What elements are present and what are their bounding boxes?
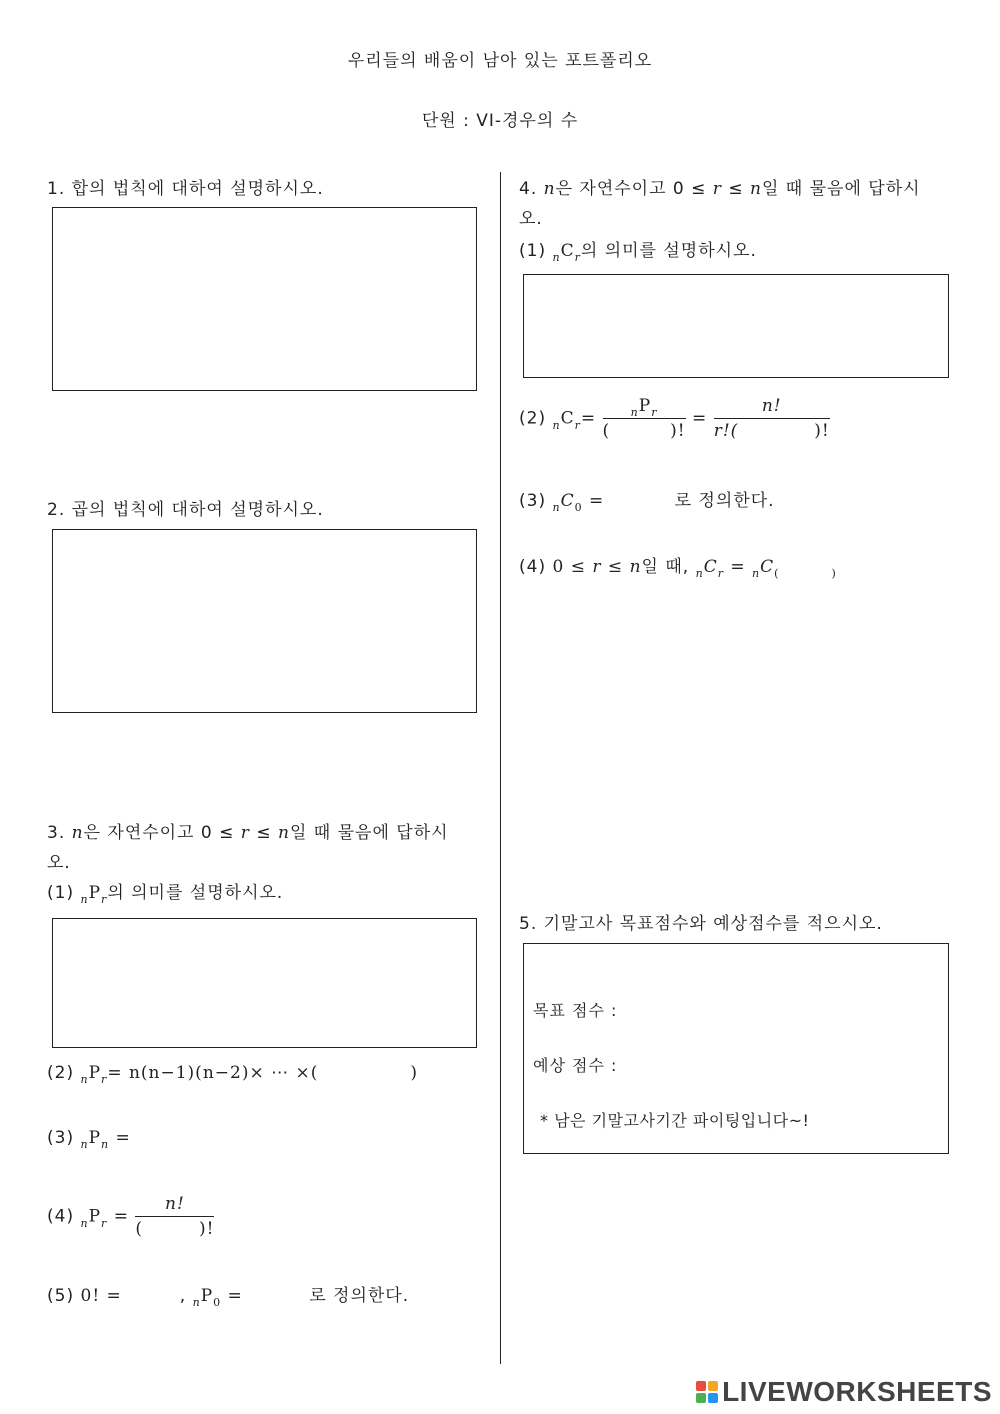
question-1: 1. 합의 법칙에 대하여 설명하시오.: [47, 179, 324, 199]
question-3-part-5: (5) 0! = , $_nP_0$ = 로 정의한다.: [47, 1286, 410, 1309]
question-3-intro: 3. n은 자연수이고 0 ≤ r ≤ n일 때 물음에 답하시: [47, 823, 449, 843]
page-title: 우리들의 배움이 남아 있는 포트폴리오: [347, 51, 653, 71]
fraction-4-2b: $\frac{n!}{r!( )!}$: [713, 396, 830, 441]
question-3-intro-line2: 오.: [47, 853, 71, 873]
expected-score-label[interactable]: 예상 점수 :: [533, 1056, 618, 1075]
question-4-intro-line2: 오.: [519, 209, 543, 229]
answer-box-3-1[interactable]: [52, 918, 477, 1048]
question-4-part-3: (3) $_nC_0$ = 로 정의한다.: [519, 491, 775, 514]
fraction-3-4: $\frac{n!}{( )!}$: [135, 1194, 215, 1239]
question-3-part-4: (4) $_nP_r$ = $\frac{n!}{( )!}$: [47, 1194, 215, 1239]
unit-title: 단원 : VI-경우의 수: [421, 111, 579, 131]
question-4-intro: 4. n은 자연수이고 0 ≤ r ≤ n일 때 물음에 답하시: [519, 179, 921, 199]
liveworksheets-logo: [696, 1378, 992, 1406]
question-4-part-2: (2) $_nC_r=$ $\frac{_nP_r}{( )!}$ = $\frac{n!}{r!( )!}$: [519, 396, 830, 441]
question-4-part-4: (4) 0 ≤ r ≤ n일 때, $_nC_r = _nC_($ $_)$: [519, 557, 837, 580]
answer-box-1[interactable]: [52, 207, 477, 391]
logo-tiles-icon: [696, 1381, 718, 1403]
question-3-part-3: (3) $_nP_n$ =: [47, 1128, 131, 1151]
logo-text: LIVEWORKSHEETS: [722, 1376, 992, 1407]
question-5: 5. 기말고사 목표점수와 예상점수를 적으시오.: [519, 914, 883, 934]
answer-box-2[interactable]: [52, 529, 477, 713]
fraction-4-2a: $\frac{_nP_r}{( )!}$: [602, 396, 686, 441]
answer-box-4-1[interactable]: [523, 274, 949, 378]
target-score-label[interactable]: 목표 점수 :: [533, 1001, 618, 1020]
question-4-part-1: (1) $_nC_r$의 의미를 설명하시오.: [519, 241, 757, 264]
question-3-part-2: (2) $_nP_r= n(n-1)(n-2)\times$ ⋯ ×( ): [47, 1063, 419, 1086]
cheer-message: * 남은 기말고사기간 파이팅입니다~!: [540, 1111, 810, 1130]
question-2: 2. 곱의 법칙에 대하여 설명하시오.: [47, 500, 324, 520]
question-3-part-1: (1) $_nP_r$의 의미를 설명하시오.: [47, 883, 284, 906]
column-divider: [500, 172, 501, 1364]
